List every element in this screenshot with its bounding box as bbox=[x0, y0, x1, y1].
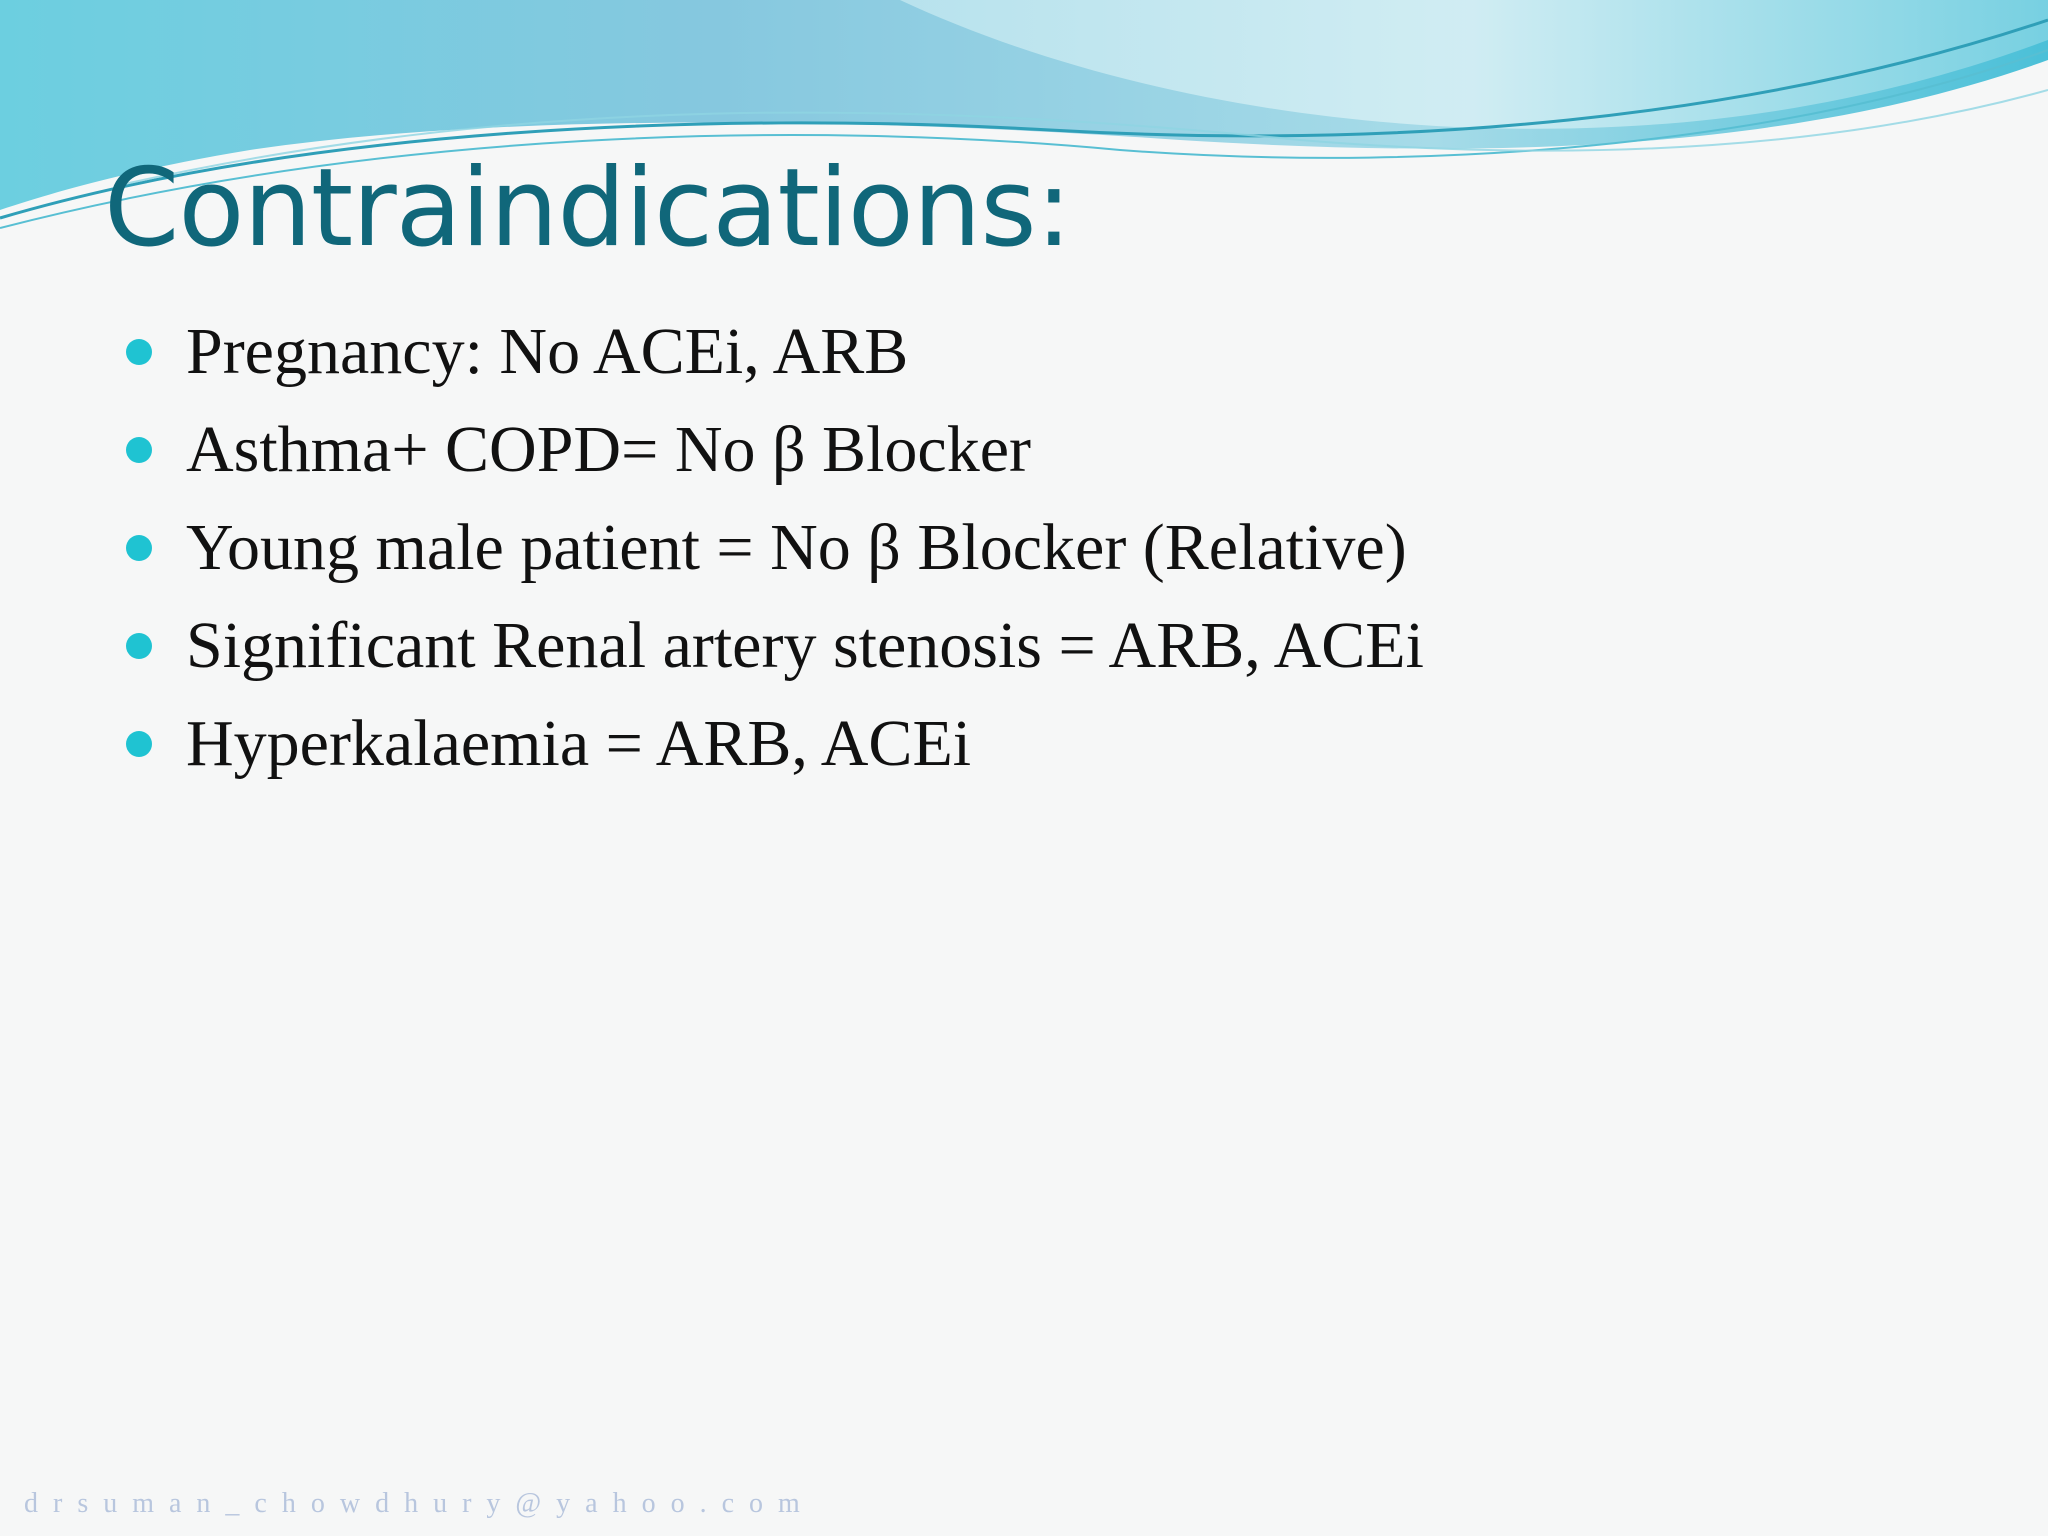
list-item bbox=[126, 303, 1424, 401]
footer-email: drsuman_chowdhury@yahoo.com bbox=[24, 1488, 815, 1519]
list-item bbox=[126, 499, 1424, 597]
bullet-dot-icon bbox=[126, 633, 152, 659]
bullet-dot-icon bbox=[126, 339, 152, 365]
bullet-dot-icon bbox=[126, 731, 152, 757]
bullet-dot-icon bbox=[126, 437, 152, 463]
bullet-text: Hyperkalaemia = ARB, ACEi bbox=[186, 707, 972, 780]
bullet-text: Significant Renal artery stenosis = ARB, ACEi bbox=[186, 609, 1424, 682]
list-item bbox=[126, 597, 1424, 695]
bullet-text: Pregnancy: No ACEi, ARB bbox=[186, 315, 909, 388]
list-item bbox=[126, 401, 1424, 499]
slide-title: Contraindications: bbox=[104, 146, 1071, 271]
bullet-list bbox=[126, 303, 1424, 793]
bullet-dot-icon bbox=[126, 535, 152, 561]
list-item bbox=[126, 695, 1424, 793]
bullet-text: Asthma+ COPD= No β Blocker bbox=[186, 413, 1031, 486]
bullet-text: Young male patient = No β Blocker (Relative) bbox=[186, 511, 1407, 584]
